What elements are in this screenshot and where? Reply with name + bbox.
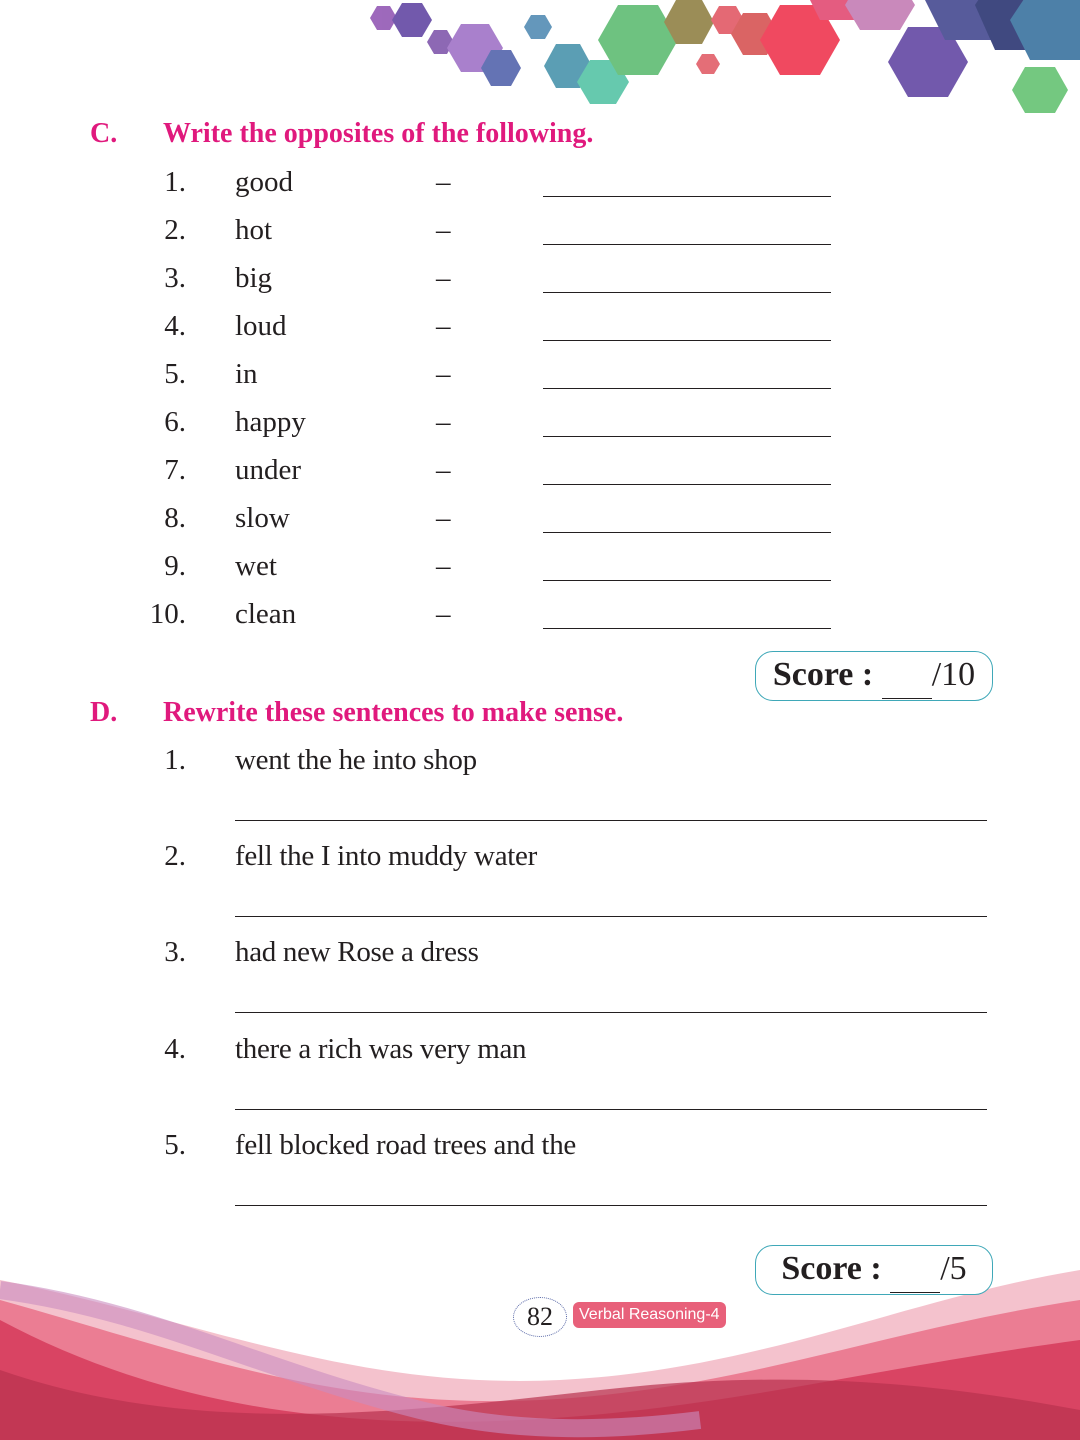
jumbled-sentence: there a rich was very man: [235, 1033, 527, 1065]
decorative-hexagon-header: [0, 0, 1080, 130]
answer-blank[interactable]: [543, 196, 831, 197]
item-number: 2.: [164, 840, 186, 872]
item-number: 5.: [164, 358, 186, 390]
opposite-item: [90, 310, 850, 350]
item-number: 8.: [164, 502, 186, 534]
opposite-item: [90, 598, 850, 638]
item-word: happy: [235, 406, 306, 438]
item-word: slow: [235, 502, 290, 534]
item-dash: –: [436, 262, 451, 294]
answer-blank[interactable]: [543, 628, 831, 629]
jumbled-sentence: went the he into shop: [235, 744, 477, 776]
score-total: /10: [931, 656, 976, 693]
page-number: 82: [513, 1297, 567, 1337]
book-title-badge: Verbal Reasoning-4: [573, 1302, 726, 1328]
item-number: 4.: [164, 310, 186, 342]
item-dash: –: [436, 598, 451, 630]
item-number: 6.: [164, 406, 186, 438]
sentence-item: [90, 840, 990, 930]
score-blank[interactable]: [890, 1246, 940, 1293]
item-word: good: [235, 166, 293, 198]
score-box-d: [755, 1245, 993, 1295]
section-c-title: Write the opposites of the following.: [163, 118, 594, 149]
item-number: 4.: [164, 1033, 186, 1065]
opposite-item: [90, 502, 850, 542]
answer-blank[interactable]: [543, 580, 831, 581]
item-dash: –: [436, 406, 451, 438]
item-word: big: [235, 262, 273, 294]
item-dash: –: [436, 502, 451, 534]
answer-line[interactable]: [235, 820, 987, 821]
section-c-heading: [90, 118, 593, 150]
section-c-letter: C.: [90, 118, 118, 149]
answer-blank[interactable]: [543, 340, 831, 341]
answer-blank[interactable]: [543, 436, 831, 437]
item-dash: –: [436, 550, 451, 582]
item-dash: –: [436, 454, 451, 486]
score-label: Score :: [772, 656, 874, 693]
item-number: 2.: [164, 214, 186, 246]
answer-line[interactable]: [235, 916, 987, 917]
item-dash: –: [436, 358, 451, 390]
item-number: 1.: [164, 744, 186, 776]
item-number: 3.: [164, 262, 186, 294]
item-word: loud: [235, 310, 287, 342]
answer-line[interactable]: [235, 1109, 987, 1110]
jumbled-sentence: fell the I into muddy water: [235, 840, 537, 872]
opposite-item: [90, 406, 850, 446]
opposite-item: [90, 550, 850, 590]
item-number: 1.: [164, 166, 186, 198]
item-word: wet: [235, 550, 277, 582]
score-label: Score :: [781, 1250, 882, 1287]
item-dash: –: [436, 166, 451, 198]
item-word: in: [235, 358, 258, 390]
sentence-item: [90, 1033, 990, 1123]
jumbled-sentence: fell blocked road trees and the: [235, 1129, 576, 1161]
score-total: /5: [940, 1250, 967, 1287]
item-word: under: [235, 454, 302, 486]
score-blank[interactable]: [882, 652, 932, 699]
sentence-item: [90, 1129, 990, 1219]
section-d-heading: [90, 697, 623, 729]
item-number: 10.: [149, 598, 186, 630]
item-word: hot: [235, 214, 273, 246]
answer-line[interactable]: [235, 1012, 987, 1013]
section-d-title: Rewrite these sentences to make sense.: [163, 697, 624, 728]
opposite-item: [90, 214, 850, 254]
opposite-item: [90, 262, 850, 302]
item-dash: –: [436, 310, 451, 342]
item-number: 5.: [164, 1129, 186, 1161]
sentence-item: [90, 744, 990, 834]
section-d-letter: D.: [90, 697, 118, 728]
answer-line[interactable]: [235, 1205, 987, 1206]
opposite-item: [90, 166, 850, 206]
score-box-c: [755, 651, 993, 701]
item-dash: –: [436, 214, 451, 246]
answer-blank[interactable]: [543, 484, 831, 485]
item-word: clean: [235, 598, 297, 630]
opposite-item: [90, 358, 850, 398]
answer-blank[interactable]: [543, 532, 831, 533]
sentence-item: [90, 936, 990, 1026]
item-number: 9.: [164, 550, 186, 582]
answer-blank[interactable]: [543, 292, 831, 293]
item-number: 3.: [164, 936, 186, 968]
opposite-item: [90, 454, 850, 494]
answer-blank[interactable]: [543, 244, 831, 245]
answer-blank[interactable]: [543, 388, 831, 389]
item-number: 7.: [164, 454, 186, 486]
jumbled-sentence: had new Rose a dress: [235, 936, 479, 968]
